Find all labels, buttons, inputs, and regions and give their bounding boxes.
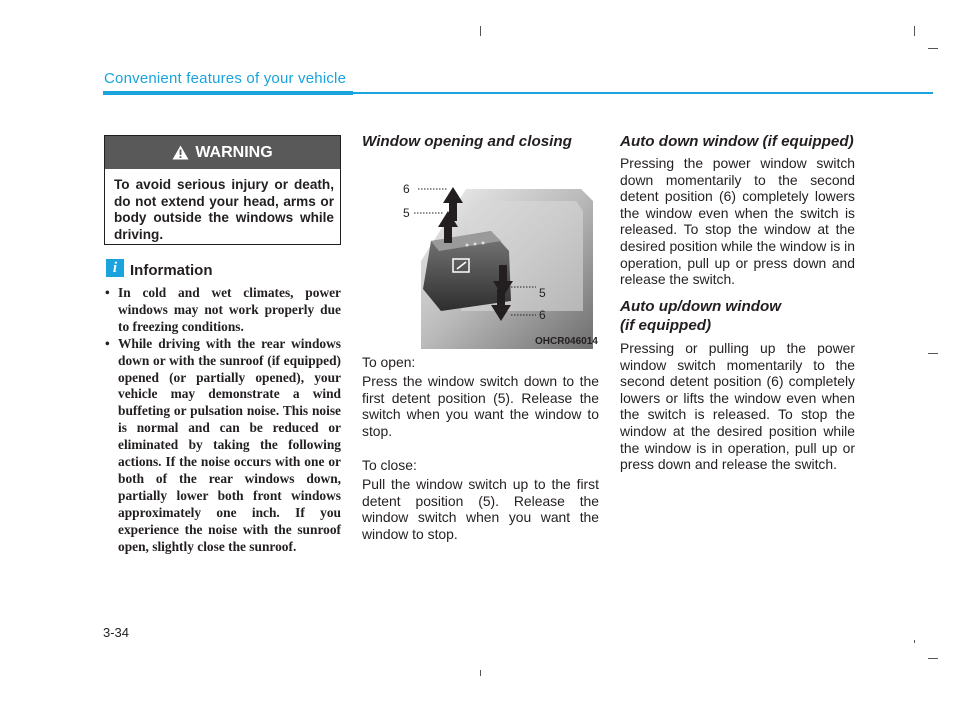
label-up-far: 6 <box>403 182 410 196</box>
info-icon: i <box>106 259 124 277</box>
auto-updown-title-line2: (if equipped) <box>620 317 712 334</box>
label-down-far: 6 <box>539 308 546 322</box>
open-label: To open: <box>362 354 416 370</box>
window-switch-figure <box>361 161 599 349</box>
crop-mark <box>914 640 915 643</box>
window-switch-illustration <box>361 161 599 349</box>
crop-mark <box>480 26 481 36</box>
information-list <box>104 285 341 556</box>
list-item: • While driving with the rear windows down or with the sunroof (if equipped) opened (or partially opened), your vehicle may demonstrate a wind buffeting or pulsation noise. This noise is normal and can be reduced or eliminated by taking the following actions. If the noise occurs with one or both of the rear windows down, partially lower both front windows approximately one inch. If you experience the noise with the sunroof open, slightly close the sunroof. <box>104 336 341 556</box>
auto-down-text: Pressing the power window switch down momentarily to the second detent position (6) completely lowers the window even when the switch is released. To stop the window at the desired position while the window is in operation, pull up or press down and release the switch. <box>620 155 855 288</box>
close-text: Pull the window switch up to the first detent position (5). Release the window switch when you want the window to stop. <box>362 476 599 542</box>
window-section-title: Window opening and closing <box>362 133 572 150</box>
label-down-near: 5 <box>539 286 546 300</box>
crop-mark <box>928 48 938 49</box>
crop-mark <box>928 658 938 659</box>
warning-triangle-icon <box>172 145 189 160</box>
crop-mark <box>914 26 915 36</box>
warning-text: To avoid serious injury or death, do not extend your head, arms or body outside the windows while driving. <box>114 177 334 242</box>
section-header-title: Convenient features of your vehicle <box>104 70 347 87</box>
warning-box <box>104 135 341 245</box>
header-rule-thin <box>353 92 933 94</box>
list-item: • In cold and wet climates, power windows may not work properly due to freezing conditions. <box>104 285 341 336</box>
warning-header <box>105 136 340 169</box>
header-rule-thick <box>103 91 353 95</box>
open-text: Press the window switch down to the first detent position (5). Release the switch when you want the window to stop. <box>362 373 599 439</box>
warning-heading: WARNING <box>195 143 273 161</box>
figure-code: OHCR046014 <box>535 336 598 347</box>
information-title: Information <box>130 262 213 279</box>
label-up-near: 5 <box>403 206 410 220</box>
page-number: 3-34 <box>103 625 130 640</box>
auto-updown-title-line1: Auto up/down window <box>620 298 782 315</box>
close-label: To close: <box>362 457 417 473</box>
crop-mark <box>928 353 938 354</box>
auto-down-title: Auto down window (if equipped) <box>620 133 854 150</box>
auto-updown-text: Pressing or pulling up the power window switch momentarily to the second detent position (6) completely lowers or lifts the window even when the switch is released. To stop the window at the desired position while the window is in operation, pull up or press down and release the switch. <box>620 340 855 473</box>
crop-mark <box>480 670 481 676</box>
